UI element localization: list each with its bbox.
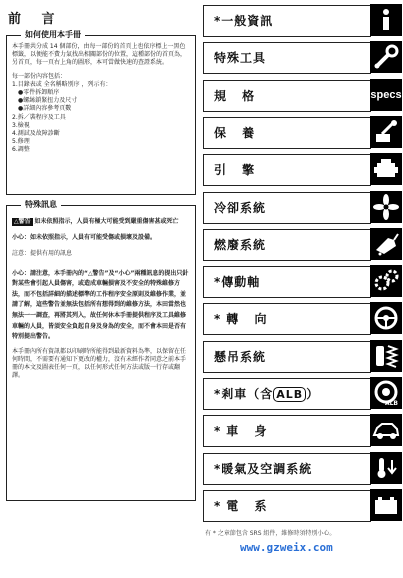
maintenance-icon[interactable] <box>370 116 402 148</box>
specs-icon-text: specs <box>370 89 402 101</box>
special-info-box <box>6 200 196 501</box>
section-tab[interactable] <box>203 415 371 447</box>
section-tab-label: *剎車（含 ALB ） <box>214 387 320 401</box>
section-tab-label: 規 格 <box>214 89 261 103</box>
section-tab[interactable] <box>203 229 371 261</box>
section-tab[interactable] <box>203 303 371 335</box>
preface-column <box>0 0 200 578</box>
contents-sub-item: ●螺絲鎖緊扭力及尺寸 <box>18 97 78 105</box>
section-index <box>203 0 403 578</box>
page-title: 前 言 <box>8 12 63 27</box>
contents-item: 3.檢視 <box>12 121 30 129</box>
section-tab[interactable] <box>203 192 371 224</box>
section-tab-label: *轉 向 <box>214 312 273 326</box>
section-tab-label: *車 身 <box>214 424 273 438</box>
section-tab[interactable] <box>203 42 371 74</box>
note-text: 註意：提供有用的訊息 <box>12 250 73 258</box>
section-tab[interactable] <box>203 266 371 298</box>
section-tab-label: *暖氣及空調系統 <box>214 462 313 476</box>
section-tab-label: 冷卻系統 <box>214 201 267 215</box>
disclaimer-text: 本手冊內所有資訊都以印刷時所能得到最新資料為準，以保留在任何時間，不需要有通知下更改的權力，沒有未經作者同意之前本手冊的本文及圖表任何一頁，以任何形式任何方法或版一行存或翻譯。 <box>12 347 187 380</box>
how-to-use-text: 本手冊共分成 14 個部份，由每一部份的首頁上也依序標上一黑色標籤，以便能不費力氣找出相關部份的位置，這種部份的首頁為，另首頁，每一頁右上角的圖形，本可當做快速的查證系統。 <box>12 43 187 67</box>
caution-text: 小心：如未依照指示，人員有可能受傷或損壞及設備。 <box>12 234 157 242</box>
section-tab[interactable] <box>203 117 371 149</box>
srs-footnote: 有 * 之章節包含 SRS 組件，維修時須特別小心。 <box>205 530 336 537</box>
section-tab-label: *一般資訊 <box>214 14 274 28</box>
gears-icon[interactable] <box>370 265 402 297</box>
section-tab[interactable] <box>203 80 371 112</box>
alb-icon-label: ALB <box>384 400 398 407</box>
contents-sub-item: ●零件拆卸順序 <box>18 89 60 97</box>
fan-icon[interactable] <box>370 191 402 223</box>
section-tab[interactable] <box>203 490 371 522</box>
section-tab[interactable] <box>203 453 371 485</box>
suspension-icon[interactable] <box>370 340 402 372</box>
contents-sub-item: ●詳細內容參考頁數 <box>18 105 72 113</box>
battery-icon[interactable] <box>370 489 402 521</box>
thermometer-icon[interactable] <box>370 452 402 484</box>
steering-wheel-icon[interactable] <box>370 302 402 334</box>
contents-intro: 每一部份內容包括： <box>12 72 67 80</box>
how-to-use-heading: 如何使用本手冊 <box>21 29 85 40</box>
section-tab-label: 保 養 <box>214 126 261 140</box>
section-tab-label: *傳動軸 <box>214 275 261 289</box>
engine-icon[interactable] <box>370 153 402 185</box>
how-to-use-box <box>6 30 196 195</box>
special-info-heading: 特殊訊息 <box>21 199 61 210</box>
watermark: www.gzweix.com <box>240 541 333 554</box>
specs-icon[interactable] <box>370 79 402 111</box>
section-tab-label: *電 系 <box>214 499 273 513</box>
wrench-icon[interactable] <box>370 41 402 73</box>
section-tab-label: 懸吊系統 <box>214 350 267 364</box>
section-tab[interactable] <box>203 5 371 37</box>
contents-item: 4.測試及故障診斷 <box>12 130 60 138</box>
section-tab[interactable] <box>203 378 371 410</box>
section-tab[interactable] <box>203 154 371 186</box>
section-tab-label: 引 擎 <box>214 163 261 177</box>
section-tab-label: 燃廢系統 <box>214 238 267 252</box>
car-body-icon[interactable] <box>370 414 402 446</box>
warning-label: △警告 <box>14 218 31 225</box>
warning-message <box>12 218 190 226</box>
caution-detail-text: 小心：請注意，本手冊內的“△警告”及“小心”兩種訊息的提出只針對某些會引起人員傷害，或造成車輛損害及不安全的特殊維修方法，而不包括詳細的描述標準的工作程序安全原則及維修作業，並請了解，這些警告並無法包括所有想得到的維修方法，本田當然也無法一一調查，再將其列入，故任何休本手冊提供程序及工具維修車輛的人員，皆須安全負起自身及身為的安全，而不會本田是否有特別提出警告。 <box>12 269 189 341</box>
warning-text: 如未依照指示，人員有極大可能受到嚴重傷害甚或死亡 <box>34 218 179 225</box>
brake-icon[interactable] <box>370 377 402 409</box>
contents-item: 5.修理 <box>12 138 30 146</box>
info-icon[interactable] <box>370 4 402 36</box>
contents-item: 1.目錄表或 全名稱略別序 ，列示有： <box>12 80 112 88</box>
contents-item: 6.調整 <box>12 146 30 154</box>
fuel-nozzle-icon[interactable] <box>370 228 402 260</box>
alb-badge: ALB <box>273 387 306 402</box>
section-tab-label: 特殊工具 <box>214 51 267 65</box>
section-tab[interactable] <box>203 341 371 373</box>
contents-item: 2.拆／裝程序及工具 <box>12 113 66 121</box>
